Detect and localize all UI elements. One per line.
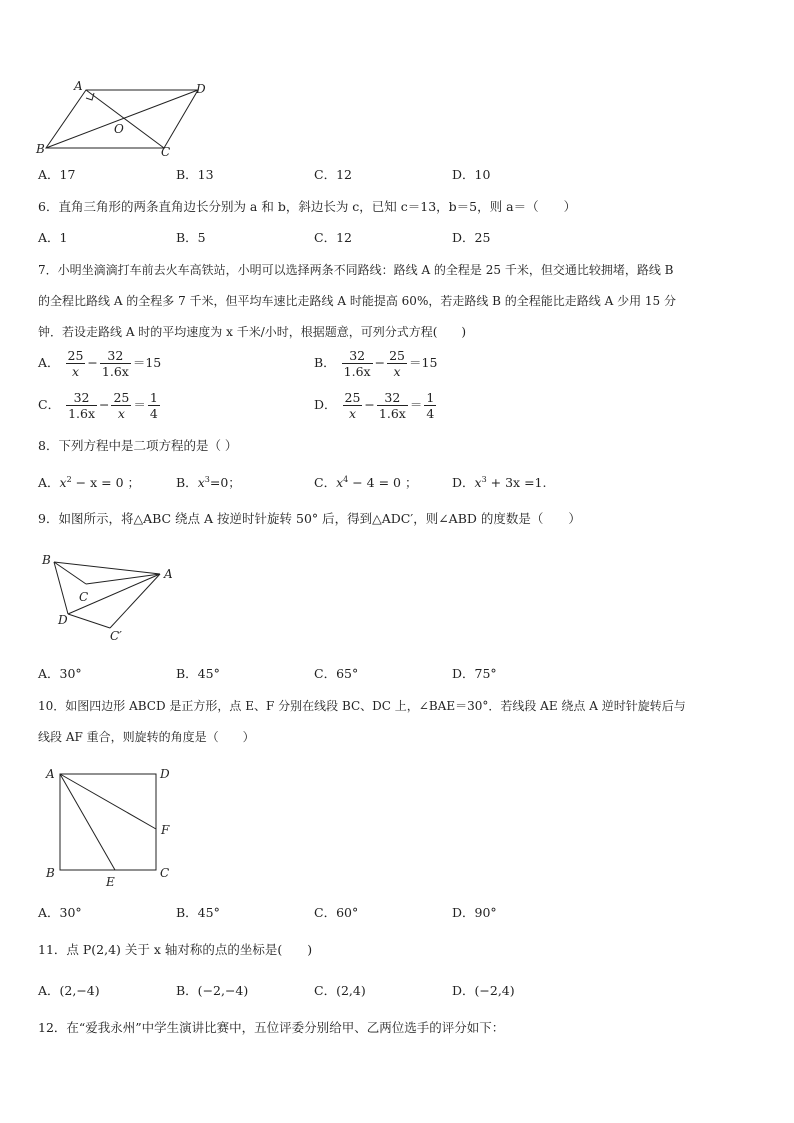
- q10-option-a: A．30°: [38, 905, 82, 920]
- q12-text: 12．在“爱我永州”中学生演讲比赛中，五位评委分别给甲、乙两位选手的评分如下：: [38, 1020, 505, 1035]
- q5-option-c: C．12: [314, 167, 352, 182]
- figure-parallelogram: [34, 78, 214, 158]
- q7-option-c: C． $\frac{32}{1.6x}$ − $\frac{25}{x}$ ＝ $\frac{1}{4}$: [38, 390, 158, 421]
- q10-option-d: D．90°: [452, 905, 497, 920]
- q11-option-c: C．(2,4): [314, 983, 366, 998]
- q7-line2: 的全程比路线 A 的全程多 7 千米，但平均车速比走路线 A 时能提高 60%，若走路线 B 的全程能比走路线 A 少用 15 分: [38, 294, 676, 308]
- q11-option-d: D．(−2,4): [452, 983, 515, 998]
- label-c-prime: C′: [110, 629, 122, 643]
- q9-text: 9．如图所示，将△ABC 绕点 A 按逆时针旋转 50° 后，得到△ADC′，则∠ABD 的度数是（ ）: [38, 511, 581, 526]
- q7-line1: 7．小明坐滴滴打车前去火车高铁站，小明可以选择两条不同路线：路线 A 的全程是 25 千米，但交通比较拥堵，路线 B: [38, 263, 674, 277]
- q5-option-d: D．10: [452, 167, 491, 182]
- q8-option-b: B．$x^3=0$；: [176, 475, 241, 491]
- q11-option-b: B．(−2,−4): [176, 983, 249, 998]
- q5-option-a: A．17: [38, 167, 76, 182]
- q8-option-d: D．$x^3 + 3x =1$.: [452, 475, 547, 491]
- q10-option-c: C．60°: [314, 905, 359, 920]
- label-c: C: [161, 145, 171, 158]
- q10-line2: 线段 AF 重合，则旋转的角度是（ ）: [38, 730, 255, 744]
- q6-option-c: C．12: [314, 230, 352, 245]
- label-b: B: [42, 553, 51, 567]
- q9-option-a: A．30°: [38, 666, 82, 681]
- label-d: D: [58, 613, 68, 627]
- label-o: O: [114, 122, 124, 136]
- label-b: B: [36, 142, 45, 156]
- figure-square: [42, 764, 182, 890]
- q6-option-d: D．25: [452, 230, 491, 245]
- q7-option-a: A． $\frac{25}{x}$ − $\frac{32}{1.6x}$ ＝15: [38, 348, 162, 379]
- label-e: E: [106, 875, 115, 889]
- q7-option-b: B． $\frac{32}{1.6x}$ − $\frac{25}{x}$ ＝15: [314, 348, 438, 379]
- q8-text: 8．下列方程中是二项方程的是（ ）: [38, 438, 238, 453]
- q9-option-b: B．45°: [176, 666, 220, 681]
- q11-option-a: A．(2,−4): [38, 983, 100, 998]
- q9-option-c: C．65°: [314, 666, 359, 681]
- figure-rotation-triangle: [36, 548, 186, 644]
- label-c: C: [160, 866, 170, 880]
- label-c: C: [79, 590, 89, 604]
- q11-text: 11．点 P(2,4) 关于 x 轴对称的点的坐标是( ): [38, 942, 313, 957]
- label-b: B: [46, 866, 55, 880]
- label-d: D: [196, 82, 206, 96]
- q6-option-b: B．5: [176, 230, 206, 245]
- q9-option-d: D．75°: [452, 666, 497, 681]
- q6-text: 6．直角三角形的两条直角边长分别为 a 和 b，斜边长为 c，已知 c＝13，b＝5，则 a＝（ ）: [38, 199, 577, 214]
- label-d: D: [160, 767, 170, 781]
- q8-option-a: A．$x^2 - x = 0$ ；: [38, 475, 141, 491]
- q5-option-b: B．13: [176, 167, 214, 182]
- q7-line3: 钟．若设走路线 A 时的平均速度为 x 千米/小时，根据题意，可列分式方程( ): [38, 325, 467, 339]
- q6-option-a: A．1: [38, 230, 68, 245]
- q10-option-b: B．45°: [176, 905, 220, 920]
- q10-line1: 10．如图四边形 ABCD 是正方形，点 E、F 分别在线段 BC、DC 上，∠BAE＝30°．若线段 AE 绕点 A 逆时针旋转后与: [38, 699, 686, 713]
- label-a: A: [74, 79, 83, 93]
- label-a: A: [46, 767, 55, 781]
- q8-option-c: C．$x^4 - 4 = 0$ ；: [314, 475, 418, 491]
- q7-option-d: D． $\frac{25}{x}$ − $\frac{32}{1.6x}$ ＝ $\frac{1}{4}$: [314, 390, 435, 421]
- label-a: A: [164, 567, 173, 581]
- label-f: F: [161, 823, 170, 837]
